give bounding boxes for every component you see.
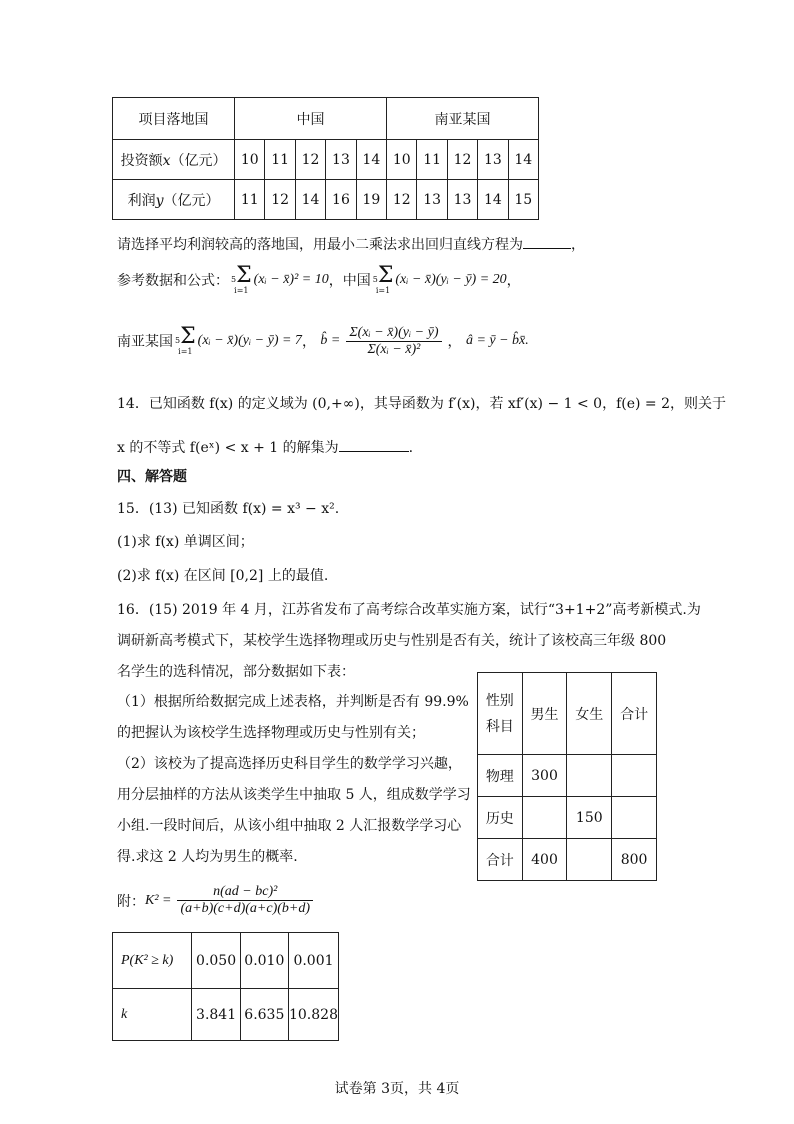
cell-history-female: 150 bbox=[567, 797, 612, 839]
q16-line2: 调研新高考模式下，某校学生选择物理或历史与性别是否有关，统计了该校高三年级 800 bbox=[117, 633, 667, 649]
sigma-icon: 5Σ i=1 bbox=[175, 324, 196, 356]
profit-cell-4: 19 bbox=[356, 180, 386, 220]
profit-cell-9: 15 bbox=[508, 180, 538, 220]
critical-values-table bbox=[112, 932, 339, 1041]
investment-cell-8: 13 bbox=[478, 140, 508, 180]
crit-k-cell-2: 10.828 bbox=[288, 989, 338, 1041]
header-female: 女生 bbox=[567, 673, 612, 755]
profit-cell-6: 13 bbox=[417, 180, 447, 220]
cell-total-male: 400 bbox=[522, 839, 567, 881]
q16-part2d: 得.求这 2 人均为男生的概率. bbox=[117, 849, 298, 865]
cell-history-male bbox=[522, 797, 567, 839]
investment-cell-0: 10 bbox=[235, 140, 265, 180]
crit-p-cell-2: 0.001 bbox=[288, 933, 338, 989]
investment-profit-table bbox=[112, 97, 539, 220]
investment-cell-2: 12 bbox=[295, 140, 325, 180]
q16-part1a: （1）根据所给数据完成上述表格，并判断是否有 99.9% bbox=[117, 694, 469, 710]
profit-cell-1: 12 bbox=[265, 180, 295, 220]
header-place: 项目落地国 bbox=[113, 98, 235, 140]
crit-label-k: k bbox=[113, 989, 192, 1041]
row-label-profit: 利润𝑦（亿元） bbox=[113, 180, 235, 220]
profit-cell-0: 11 bbox=[235, 180, 265, 220]
profit-cell-3: 16 bbox=[326, 180, 356, 220]
q16-part2c: 小组.一段时间后，从该小组中抽取 2 人汇报数学学习心 bbox=[117, 818, 462, 834]
cell-physics-total bbox=[612, 755, 657, 797]
investment-cell-3: 13 bbox=[326, 140, 356, 180]
row-history: 历史 bbox=[478, 797, 523, 839]
row-physics: 物理 bbox=[478, 755, 523, 797]
q13-reference-data: 参考数据和公式： 5Σ i=1 (xᵢ − x̄)² = 10 ，中国 5Σ i=1 (xᵢ − x̄)(yᵢ − ȳ) = 20 ， bbox=[117, 263, 521, 295]
sigma-icon: 5Σ i=1 bbox=[231, 263, 252, 295]
header-south-asia: 南亚某国 bbox=[387, 98, 539, 140]
crit-p-cell-1: 0.010 bbox=[240, 933, 288, 989]
q13-line1: 请选择平均利润较高的落地国，用最小二乘法求出回归直线方程为 ， bbox=[117, 237, 585, 253]
cell-history-total bbox=[612, 797, 657, 839]
investment-cell-5: 10 bbox=[387, 140, 417, 180]
investment-cell-7: 12 bbox=[447, 140, 477, 180]
q16-line3: 名学生的选科情况，部分数据如下表： bbox=[117, 664, 355, 680]
q15-head: 15．(13) 已知函数 f(x) = x³ − x². bbox=[117, 501, 340, 517]
header-china: 中国 bbox=[235, 98, 387, 140]
investment-cell-1: 11 bbox=[265, 140, 295, 180]
header-total: 合计 bbox=[612, 673, 657, 755]
corner-cell: 性别 科目 bbox=[478, 673, 523, 755]
crit-k-cell-1: 6.635 bbox=[240, 989, 288, 1041]
q16-part1b: 的把握认为该校学生选择物理或历史与性别有关； bbox=[117, 725, 425, 741]
crit-k-cell-0: 3.841 bbox=[192, 989, 240, 1041]
q15-part1: (1)求 f(x) 单调区间； bbox=[117, 534, 254, 550]
q16-line1: 16．(15) 2019 年 4 月，江苏省发布了高考综合改革实施方案，试行“3+1+2”高考新模式.为 bbox=[117, 602, 701, 618]
q16-part2a: （2）该校为了提高选择历史科目学生的数学学习兴趣， bbox=[117, 756, 462, 772]
profit-cell-5: 12 bbox=[387, 180, 417, 220]
crit-p-cell-0: 0.050 bbox=[192, 933, 240, 989]
q13-formula-line: 南亚某国 5Σ i=1 (xᵢ − x̄)(yᵢ − ȳ) = 7 ， b̂ = $\frac{\text{Σ(xᵢ − x̄)(yᵢ − ȳ)}}{\text{Σ(xᵢ − x̄)²}}$ ， â = ȳ − b̂x̄. bbox=[117, 324, 529, 357]
q14-line1: 14．已知函数 f(x) 的定义域为 (0,+∞)，其导函数为 f′(x)，若 xf′(x) − 1 < 0，f(e) = 2，则关于 bbox=[117, 396, 726, 412]
profit-cell-7: 13 bbox=[447, 180, 477, 220]
contingency-table bbox=[477, 672, 657, 881]
investment-cell-9: 14 bbox=[508, 140, 538, 180]
q16-part2b: 用分层抽样的方法从该类学生中抽取 5 人，组成数学学习 bbox=[117, 787, 471, 803]
crit-label-p: P(K² ≥ k) bbox=[113, 933, 192, 989]
cell-physics-female bbox=[567, 755, 612, 797]
row-label-investment: 投资额𝑥（亿元） bbox=[113, 140, 235, 180]
cell-physics-male: 300 bbox=[522, 755, 567, 797]
profit-cell-8: 14 bbox=[478, 180, 508, 220]
row-total: 合计 bbox=[478, 839, 523, 881]
sigma-icon: 5Σ i=1 bbox=[372, 263, 394, 295]
profit-cell-2: 14 bbox=[295, 180, 325, 220]
k2-formula: 附： K² = $\frac{\text{n(ad − bc)²}}{(a+b)(c+d)(a+c)(b+d)}$ bbox=[117, 884, 313, 917]
header-male: 男生 bbox=[522, 673, 567, 755]
cell-total-female bbox=[567, 839, 612, 881]
q14-line2: x 的不等式 f(eˣ) < x + 1 的解集为 . bbox=[117, 440, 414, 456]
investment-cell-6: 11 bbox=[417, 140, 447, 180]
section-title: 四、解答题 bbox=[117, 469, 187, 485]
cell-total-total: 800 bbox=[612, 839, 657, 881]
slope-formula: $\frac{\text{Σ(xᵢ − x̄)(yᵢ − ȳ)}}{\text{Σ(xᵢ − x̄)²}}$ bbox=[346, 325, 441, 358]
investment-cell-4: 14 bbox=[356, 140, 386, 180]
page-footer: 试卷第 3页，共 4页 bbox=[334, 1081, 460, 1097]
q15-part2: (2)求 f(x) 在区间 [0,2] 上的最值. bbox=[117, 568, 329, 584]
